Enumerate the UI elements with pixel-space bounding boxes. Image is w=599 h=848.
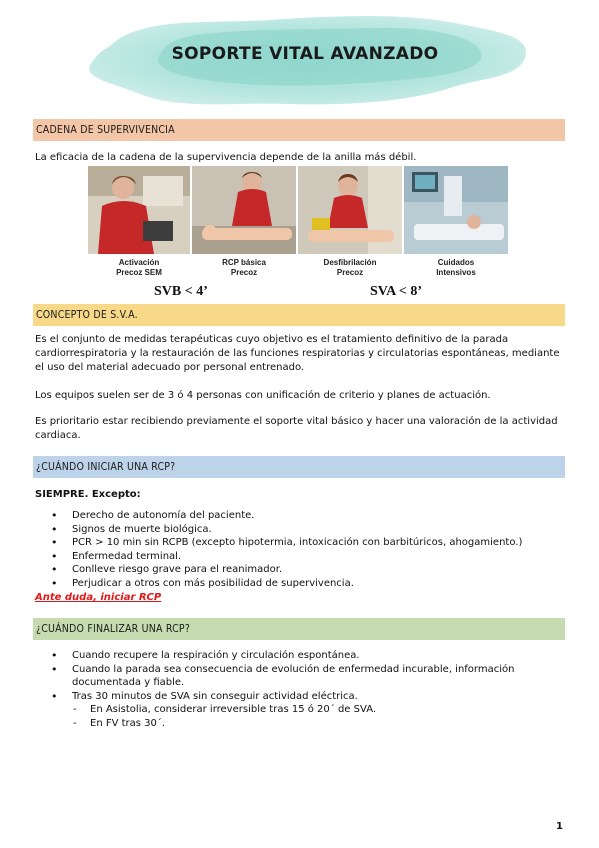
cadena-intro: La eficacia de la cadena de la supervivencia depende de la anilla más débil. xyxy=(35,152,417,163)
section-header-finalizar: ¿CUÁNDO FINALIZAR UNA RCP? xyxy=(33,618,565,640)
finalizar-sublist xyxy=(35,703,560,731)
label-svb: SVB < 4’ xyxy=(154,284,208,299)
title-banner xyxy=(70,6,540,116)
list-item: - En FV tras 30´. xyxy=(35,717,560,731)
list-item: • Cuando recupere la respiración y circulación espontánea. xyxy=(35,649,560,663)
label-sva: SVA < 8’ xyxy=(370,284,423,299)
list-item: • Perjudicar a otros con más posibilidad de supervivencia. xyxy=(35,577,560,591)
list-item: • Enfermedad terminal. xyxy=(35,550,560,564)
list-item: • Signos de muerte biológica. xyxy=(35,523,560,537)
concepto-paragraph-2: Los equipos suelen ser de 3 ó 4 personas con unificación de criterio y planes de actuación. xyxy=(35,390,491,401)
iniciar-list xyxy=(35,509,560,591)
section-header-concepto: CONCEPTO DE S.V.A. xyxy=(33,304,565,326)
caption-desfibrilacion: Desfibrilación Precoz xyxy=(323,258,377,277)
list-item: • Derecho de autonomía del paciente. xyxy=(35,509,560,523)
section-header-iniciar: ¿CUÁNDO INICIAR UNA RCP? xyxy=(33,456,565,478)
list-item: • PCR > 10 min sin RCPB (excepto hipotermia, intoxicación con barbitúricos, ahogamiento.) xyxy=(35,536,560,550)
list-item: • Conlleve riesgo grave para el reanimador. xyxy=(35,563,560,577)
chain-of-survival-figure xyxy=(88,166,508,304)
page-number: 1 xyxy=(556,821,563,832)
list-item: • Tras 30 minutos de SVA sin conseguir actividad eléctrica. xyxy=(35,690,560,704)
concepto-paragraph-1: Es el conjunto de medidas terapéuticas cuyo objetivo es el tratamiento definitivo de la parada cardiorrespiratoria y la restauración de las funciones respiratorias y circulatorias espontáneas, mediante el uso del material adecuado por personal entrenado. xyxy=(35,334,560,373)
section-header-cadena: CADENA DE SUPERVIVENCIA xyxy=(33,119,565,141)
caption-rcp-basica: RCP básica Precoz xyxy=(222,258,266,277)
list-item: - En Asistolia, considerar irreversible tras 15 ó 20´ de SVA. xyxy=(35,703,560,717)
caption-activacion: Activación Precoz SEM xyxy=(116,258,162,277)
photo-cuidados-intensivos xyxy=(404,166,508,254)
concepto-paragraph-3: Es prioritario estar recibiendo previamente el soporte vital básico y hacer una valoración de la actividad cardiaca. xyxy=(35,416,558,441)
iniciar-note: Ante duda, iniciar RCP xyxy=(35,592,162,603)
caption-cuidados-intensivos: Cuidados Intensivos xyxy=(436,258,476,277)
photo-activacion xyxy=(88,166,190,254)
photo-desfibrilacion xyxy=(298,166,402,254)
page-title: SOPORTE VITAL AVANZADO xyxy=(171,44,439,64)
iniciar-lead: SIEMPRE. Excepto: xyxy=(35,489,141,500)
photo-rcp-basica xyxy=(192,166,296,254)
finalizar-list xyxy=(35,649,560,703)
list-item: • Cuando la parada sea consecuencia de evolución de enfermedad incurable, información documentada y fiable. xyxy=(35,663,560,690)
